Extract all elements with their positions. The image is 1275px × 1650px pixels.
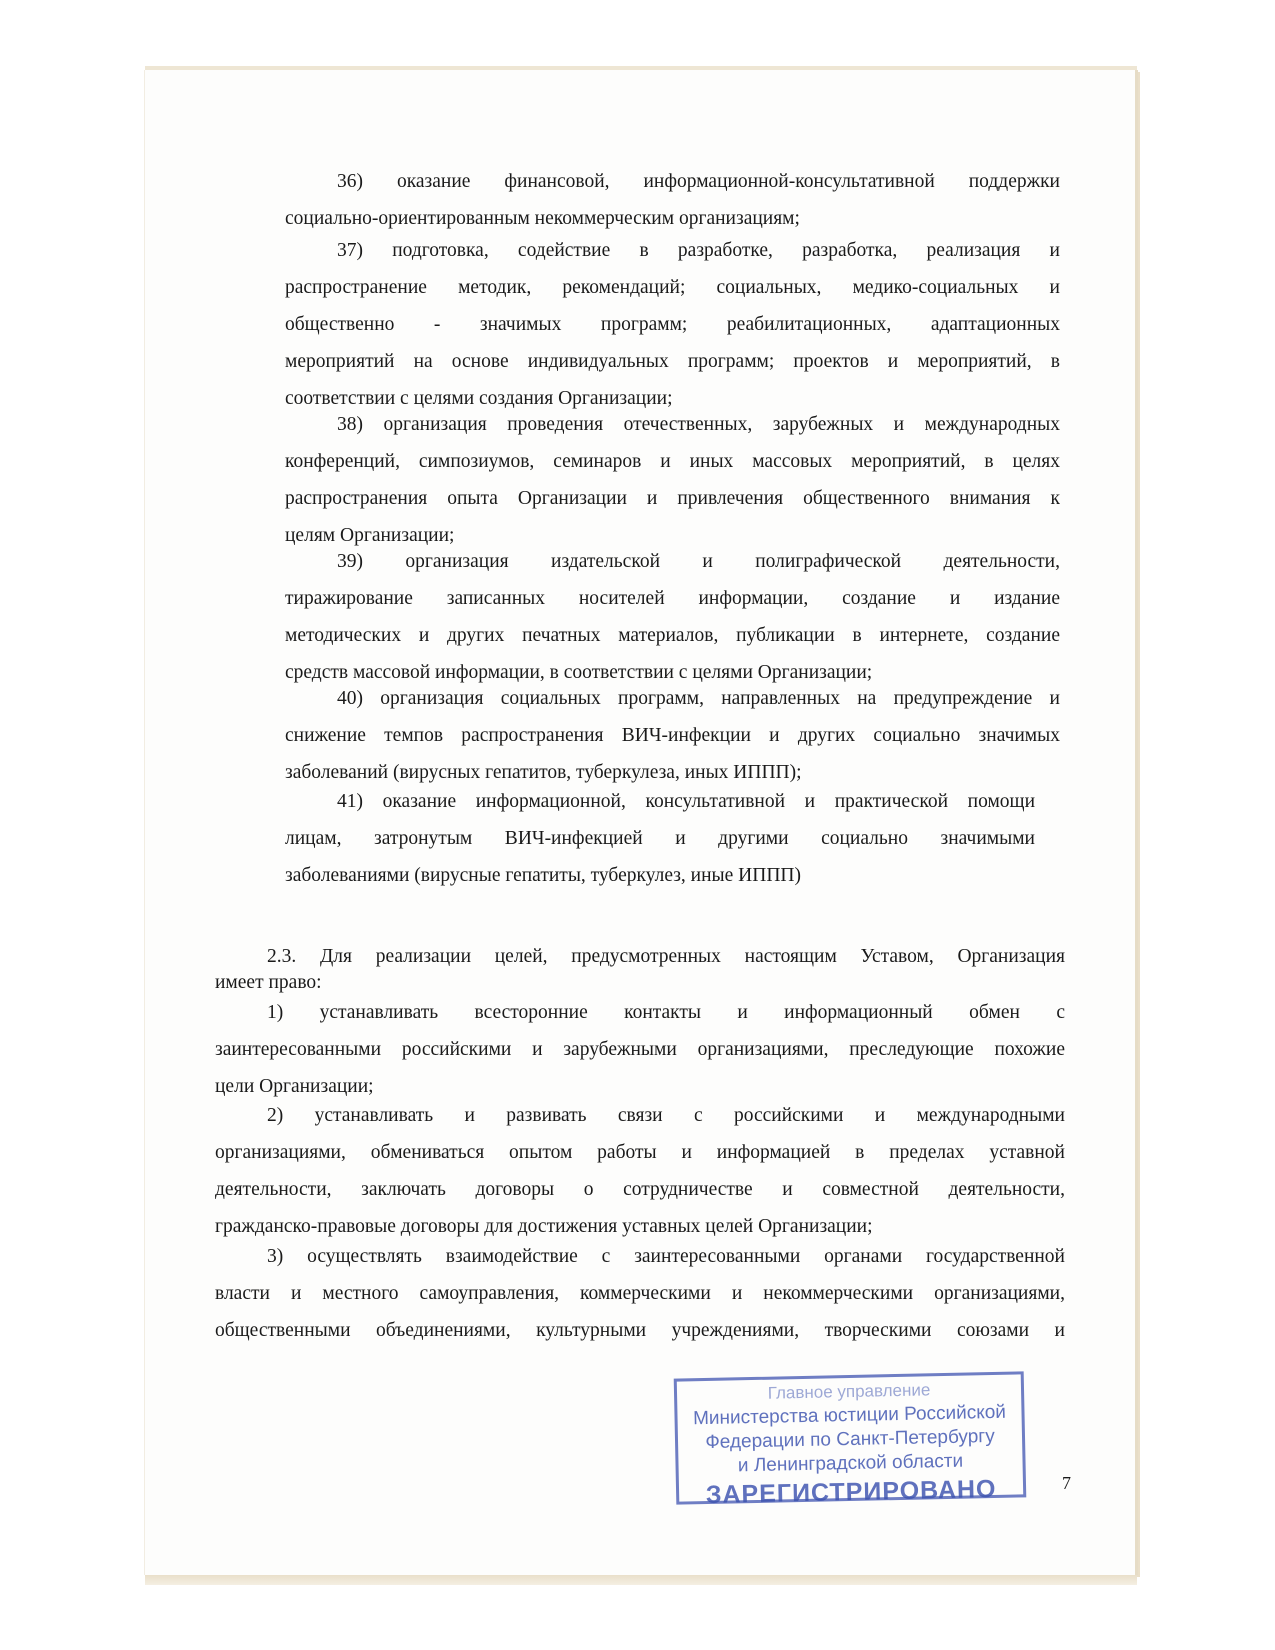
registration-stamp xyxy=(674,1371,1027,1510)
right-line: 1) устанавливать всесторонние контакты и информационный обмен с xyxy=(267,1002,1065,1023)
item-line: снижение темпов распространения ВИЧ-инфекции и других социально значимых xyxy=(285,725,1060,746)
item-line: лицам, затронутым ВИЧ-инфекцией и другими социально значимыми xyxy=(285,828,1035,849)
right-line: цели Организации; xyxy=(215,1076,374,1097)
item-line: 39) организация издательской и полиграфической деятельности, xyxy=(337,551,1060,572)
section-2-3-intro xyxy=(215,944,1065,996)
right-line: 3) осуществлять взаимодействие с заинтересованными органами государственной xyxy=(267,1246,1065,1267)
right-line: 2) устанавливать и развивать связи с российскими и международными xyxy=(267,1105,1065,1126)
item-line: заболеваниями (вирусные гепатиты, туберкулез, иные ИППП) xyxy=(285,865,801,886)
right-line: общественными объединениями, культурными учреждениями, творческими союзами и xyxy=(215,1320,1065,1341)
right-line: гражданско-правовые договоры для достижения уставных целей Организации; xyxy=(215,1216,873,1237)
section-intro-line: 2.3. Для реализации целей, предусмотренных настоящим Уставом, Организация xyxy=(267,946,1065,967)
item-line: методических и других печатных материалов, публикации в интернете, создание xyxy=(285,625,1060,646)
stamp-line: Федерации по Санкт-Петербургу xyxy=(705,1425,995,1454)
page-number: 7 xyxy=(1062,1473,1071,1493)
stamp-line: и Ленинградской области xyxy=(737,1450,964,1477)
item-line: распространения опыта Организации и привлечения общественного внимания к xyxy=(285,488,1060,509)
right-line: заинтересованными российскими и зарубежными организациями, преследующие похожие xyxy=(215,1039,1065,1060)
stamp-registered-label: ЗАРЕГИСТРИРОВАНО xyxy=(705,1474,997,1510)
item-line: соответствии с целями создания Организации; xyxy=(285,388,673,409)
list-item-41 xyxy=(285,783,1035,894)
item-line: распространение методик, рекомендаций; социальных, медико-социальных и xyxy=(285,277,1060,298)
right-line: власти и местного самоуправления, коммерческими и некоммерческими организациями, xyxy=(215,1283,1065,1304)
right-line: организациями, обмениваться опытом работы и информацией в пределах уставной xyxy=(215,1142,1065,1163)
item-line: мероприятий на основе индивидуальных программ; проектов и мероприятий, в xyxy=(285,351,1060,372)
item-line: заболеваний (вирусных гепатитов, туберкулеза, иных ИППП); xyxy=(285,762,802,783)
section-intro-line: имеет право: xyxy=(215,972,322,993)
list-item-38 xyxy=(285,406,1060,554)
list-item-39 xyxy=(285,543,1060,691)
right-item-2 xyxy=(215,1097,1065,1245)
item-line: социально-ориентированным некоммерческим организациям; xyxy=(285,208,800,229)
list-item-36 xyxy=(285,163,1060,237)
list-item-40 xyxy=(285,680,1060,791)
item-line: средств массовой информации, в соответствии с целями Организации; xyxy=(285,662,873,683)
item-line: 41) оказание информационной, консультативной и практической помощи xyxy=(337,791,1035,812)
item-line: общественно - значимых программ; реабилитационных, адаптационных xyxy=(285,314,1060,335)
item-line: 40) организация социальных программ, направленных на предупреждение и xyxy=(337,688,1060,709)
right-item-1 xyxy=(215,994,1065,1105)
stamp-line: Министерства юстиции Российской xyxy=(692,1401,1007,1430)
stamp-line: Главное управление xyxy=(767,1380,931,1403)
item-line: 37) подготовка, содействие в разработке, разработка, реализация и xyxy=(337,240,1060,261)
item-line: тиражирование записанных носителей информации, создание и издание xyxy=(285,588,1060,609)
item-line: конференций, симпозиумов, семинаров и иных массовых мероприятий, в целях xyxy=(285,451,1060,472)
right-line: деятельности, заключать договоры о сотрудничестве и совместной деятельности, xyxy=(215,1179,1065,1200)
item-line: целям Организации; xyxy=(285,525,455,546)
item-line: 38) организация проведения отечественных, зарубежных и международных xyxy=(337,414,1060,435)
item-line: 36) оказание финансовой, информационной-консультативной поддержки xyxy=(337,171,1060,192)
list-item-37 xyxy=(285,232,1060,417)
right-item-3 xyxy=(215,1238,1065,1349)
